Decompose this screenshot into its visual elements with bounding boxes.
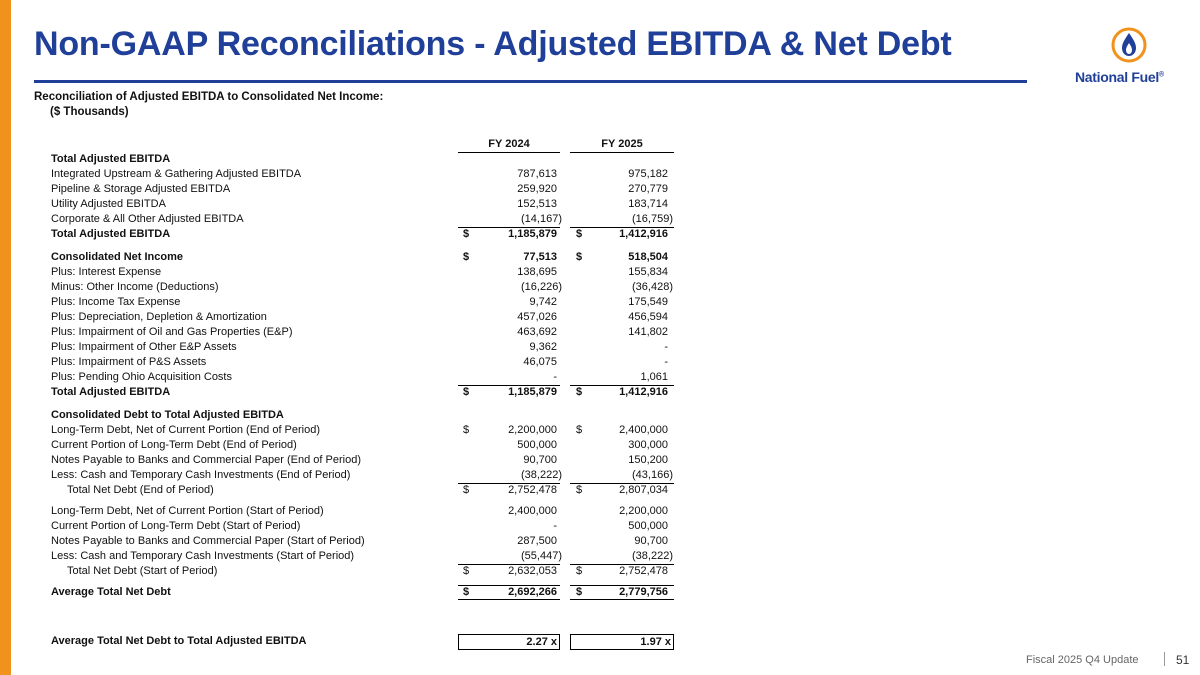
value-fy2024: 46,075 bbox=[523, 356, 557, 368]
value-fy2024: (14,167) bbox=[521, 213, 562, 225]
row-label: Total Adjusted EBITDA bbox=[51, 153, 171, 165]
value-fy2024: 138,695 bbox=[517, 266, 557, 278]
value-fy2025: 150,200 bbox=[628, 454, 668, 466]
total-rule bbox=[458, 585, 560, 586]
value-fy2025: 270,779 bbox=[628, 183, 668, 195]
table-row bbox=[0, 182, 1200, 197]
row-label: Corporate & All Other Adjusted EBITDA bbox=[51, 213, 244, 225]
value-fy2025: 975,182 bbox=[628, 168, 668, 180]
value-fy2024: 457,026 bbox=[517, 311, 557, 323]
value-fy2025: 183,714 bbox=[628, 198, 668, 210]
value-fy2024: 9,742 bbox=[529, 296, 557, 308]
footer-text: Fiscal 2025 Q4 Update bbox=[1026, 654, 1139, 666]
total-rule bbox=[458, 227, 560, 228]
value-fy2024: (38,222) bbox=[521, 469, 562, 481]
table-row bbox=[0, 438, 1200, 453]
value-fy2025: (43,166) bbox=[632, 469, 673, 481]
total-rule bbox=[570, 564, 674, 565]
currency-symbol: $ bbox=[576, 484, 583, 496]
total-rule bbox=[570, 385, 674, 386]
table-row bbox=[0, 408, 1200, 423]
table-row bbox=[0, 534, 1200, 549]
value-fy2024: 2,692,266 bbox=[508, 586, 557, 598]
table-row bbox=[0, 152, 1200, 167]
row-label: Plus: Impairment of Oil and Gas Properties (E&P) bbox=[51, 326, 293, 338]
currency-symbol: $ bbox=[463, 251, 470, 263]
company-logo bbox=[1075, 26, 1187, 86]
total-rule bbox=[570, 483, 674, 484]
value-fy2025: 90,700 bbox=[634, 535, 668, 547]
table-row bbox=[0, 385, 1200, 400]
value-fy2025: 175,549 bbox=[628, 296, 668, 308]
currency-symbol: $ bbox=[463, 424, 470, 436]
row-label: Average Total Net Debt bbox=[51, 586, 171, 598]
row-label: Long-Term Debt, Net of Current Portion (End of Period) bbox=[51, 424, 321, 436]
total-rule bbox=[458, 385, 560, 386]
table-row bbox=[0, 212, 1200, 227]
total-rule bbox=[458, 564, 560, 565]
table-row bbox=[0, 519, 1200, 534]
value-fy2024: 259,920 bbox=[517, 183, 557, 195]
value-fy2025: 1,061 bbox=[640, 371, 668, 383]
table-row bbox=[0, 310, 1200, 325]
table-row bbox=[0, 370, 1200, 385]
row-label: Total Adjusted EBITDA bbox=[51, 228, 171, 240]
table-row bbox=[0, 250, 1200, 265]
row-label: Plus: Income Tax Expense bbox=[51, 296, 181, 308]
ratio-fy2025: 1.97 x bbox=[570, 634, 674, 650]
value-fy2025: 1,412,916 bbox=[619, 228, 668, 240]
value-fy2025: 141,802 bbox=[628, 326, 668, 338]
page-number: 51 bbox=[1176, 653, 1190, 667]
value-fy2024: 1,185,879 bbox=[508, 386, 557, 398]
page-title: Non-GAAP Reconciliations - Adjusted EBITDA & Net Debt bbox=[34, 25, 952, 63]
value-fy2025: - bbox=[664, 341, 668, 353]
currency-symbol: $ bbox=[576, 251, 583, 263]
table-row bbox=[0, 265, 1200, 280]
table-row bbox=[0, 280, 1200, 295]
value-fy2024: 287,500 bbox=[517, 535, 557, 547]
row-label: Plus: Pending Ohio Acquisition Costs bbox=[51, 371, 232, 383]
currency-symbol: $ bbox=[463, 565, 470, 577]
flame-icon bbox=[1111, 26, 1147, 64]
currency-symbol: $ bbox=[576, 565, 583, 577]
row-label: Current Portion of Long-Term Debt (End of Period) bbox=[51, 439, 297, 451]
currency-symbol: $ bbox=[463, 484, 470, 496]
value-fy2025: 2,807,034 bbox=[619, 484, 668, 496]
value-fy2024: - bbox=[553, 371, 557, 383]
value-fy2024: 2,752,478 bbox=[508, 484, 557, 496]
row-label: Plus: Depreciation, Depletion & Amortization bbox=[51, 311, 267, 323]
row-label: Pipeline & Storage Adjusted EBITDA bbox=[51, 183, 231, 195]
value-fy2024: 9,362 bbox=[529, 341, 557, 353]
currency-symbol: $ bbox=[576, 228, 583, 240]
value-fy2024: 787,613 bbox=[517, 168, 557, 180]
table-row bbox=[0, 295, 1200, 310]
value-fy2025: 2,779,756 bbox=[619, 586, 668, 598]
section-title: Reconciliation of Adjusted EBITDA to Consolidated Net Income: bbox=[34, 91, 384, 103]
value-fy2025: 518,504 bbox=[628, 251, 668, 263]
table-row bbox=[0, 197, 1200, 212]
table-row bbox=[0, 549, 1200, 564]
row-label: Total Net Debt (Start of Period) bbox=[67, 565, 218, 577]
row-label: Consolidated Debt to Total Adjusted EBITDA bbox=[51, 409, 284, 421]
value-fy2025: 2,400,000 bbox=[619, 424, 668, 436]
value-fy2024: 2,400,000 bbox=[508, 505, 557, 517]
row-label: Notes Payable to Banks and Commercial Paper (End of Period) bbox=[51, 454, 361, 466]
value-fy2024: 152,513 bbox=[517, 198, 557, 210]
row-label: Less: Cash and Temporary Cash Investments (Start of Period) bbox=[51, 550, 355, 562]
value-fy2024: 77,513 bbox=[523, 251, 557, 263]
currency-symbol: $ bbox=[463, 586, 470, 598]
row-label: Consolidated Net Income bbox=[51, 251, 184, 263]
value-fy2024: 500,000 bbox=[517, 439, 557, 451]
value-fy2024: 1,185,879 bbox=[508, 228, 557, 240]
value-fy2025: (38,222) bbox=[632, 550, 673, 562]
value-fy2025: (36,428) bbox=[632, 281, 673, 293]
row-label: Plus: Interest Expense bbox=[51, 266, 162, 278]
title-divider bbox=[34, 80, 1027, 83]
currency-symbol: $ bbox=[576, 386, 583, 398]
table-row bbox=[0, 355, 1200, 370]
units-label: ($ Thousands) bbox=[50, 106, 129, 118]
row-label: Plus: Impairment of P&S Assets bbox=[51, 356, 207, 368]
table-row bbox=[0, 340, 1200, 355]
logo-wordmark: National Fuel® bbox=[1075, 69, 1164, 85]
ratio-label: Average Total Net Debt to Total Adjusted EBITDA bbox=[51, 635, 307, 647]
footer-separator bbox=[1164, 652, 1165, 666]
column-header-fy2025: FY 2025 bbox=[570, 138, 674, 153]
table-row bbox=[0, 325, 1200, 340]
table-row bbox=[0, 585, 1200, 600]
reconciliation-table bbox=[0, 152, 1200, 600]
row-label: Plus: Impairment of Other E&P Assets bbox=[51, 341, 237, 353]
value-fy2025: 300,000 bbox=[628, 439, 668, 451]
total-rule bbox=[570, 585, 674, 586]
table-row bbox=[0, 453, 1200, 468]
table-row bbox=[0, 423, 1200, 438]
row-label: Less: Cash and Temporary Cash Investments (End of Period) bbox=[51, 469, 351, 481]
value-fy2025: 500,000 bbox=[628, 520, 668, 532]
value-fy2024: (16,226) bbox=[521, 281, 562, 293]
currency-symbol: $ bbox=[463, 386, 470, 398]
row-label: Utility Adjusted EBITDA bbox=[51, 198, 166, 210]
value-fy2025: (16,759) bbox=[632, 213, 673, 225]
value-fy2024: 463,692 bbox=[517, 326, 557, 338]
value-fy2024: 2,200,000 bbox=[508, 424, 557, 436]
currency-symbol: $ bbox=[463, 228, 470, 240]
row-label: Total Net Debt (End of Period) bbox=[67, 484, 214, 496]
row-label: Current Portion of Long-Term Debt (Start of Period) bbox=[51, 520, 301, 532]
table-row bbox=[0, 468, 1200, 483]
total-rule bbox=[570, 227, 674, 228]
value-fy2025: 456,594 bbox=[628, 311, 668, 323]
table-row bbox=[0, 504, 1200, 519]
value-fy2024: 90,700 bbox=[523, 454, 557, 466]
row-spacer bbox=[0, 242, 1200, 250]
row-label: Minus: Other Income (Deductions) bbox=[51, 281, 219, 293]
value-fy2025: 155,834 bbox=[628, 266, 668, 278]
currency-symbol: $ bbox=[576, 424, 583, 436]
table-row bbox=[0, 227, 1200, 242]
value-fy2025: - bbox=[664, 356, 668, 368]
table-row bbox=[0, 564, 1200, 579]
row-label: Notes Payable to Banks and Commercial Paper (Start of Period) bbox=[51, 535, 365, 547]
value-fy2025: 1,412,916 bbox=[619, 386, 668, 398]
value-fy2024: 2,632,053 bbox=[508, 565, 557, 577]
row-label: Long-Term Debt, Net of Current Portion (Start of Period) bbox=[51, 505, 324, 517]
total-rule bbox=[458, 599, 560, 600]
currency-symbol: $ bbox=[576, 586, 583, 598]
value-fy2024: (55,447) bbox=[521, 550, 562, 562]
table-row bbox=[0, 483, 1200, 498]
row-label: Total Adjusted EBITDA bbox=[51, 386, 171, 398]
row-spacer bbox=[0, 400, 1200, 408]
ratio-fy2024: 2.27 x bbox=[458, 634, 560, 650]
value-fy2025: 2,752,478 bbox=[619, 565, 668, 577]
total-rule bbox=[458, 483, 560, 484]
row-label: Integrated Upstream & Gathering Adjusted EBITDA bbox=[51, 168, 302, 180]
column-header-fy2024: FY 2024 bbox=[458, 138, 560, 153]
total-rule bbox=[570, 599, 674, 600]
table-row bbox=[0, 167, 1200, 182]
value-fy2025: 2,200,000 bbox=[619, 505, 668, 517]
value-fy2024: - bbox=[553, 520, 557, 532]
